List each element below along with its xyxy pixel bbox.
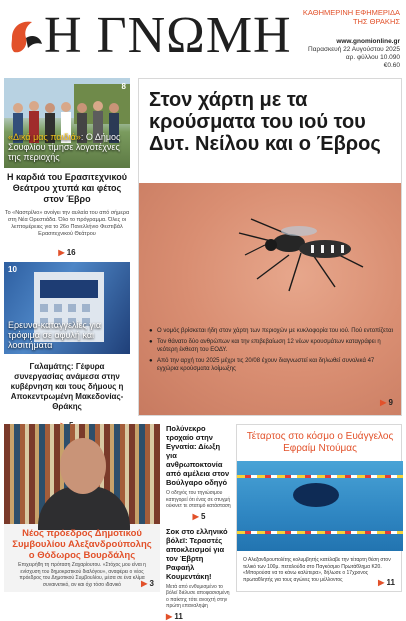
- council-summary: Επιχειρήθη τη πρόταση Ζαχαρίουτου. «Στόχος μου είναι η ενίσχυση του δημοκρατικού διαλόγου», αναφέρει ο νέος πρόεδρος του Δημοτικού Συμβουλίου, μέσα σε ένα κλίμα συναινετικό, αν και όχι τόσο ιδανικό: [18, 562, 146, 588]
- galamatis-headline[interactable]: Γαλαμάτης: Γέφυρα συνεργασίας ανάμεσα στην κυβέρνηση και τους δήμους η Αποκεντρωμένη Μακεδονίας-Θράκης: [10, 362, 124, 411]
- pool-photo: [237, 461, 403, 551]
- page-ref[interactable]: ▶ 11: [378, 578, 395, 587]
- page-ref[interactable]: ▶ 16: [58, 248, 76, 257]
- website-link[interactable]: www.gnomionline.gr: [336, 38, 400, 45]
- swimmer-story[interactable]: [236, 424, 402, 592]
- efet-story-photo[interactable]: [4, 262, 130, 354]
- feature-bullets: [149, 327, 395, 376]
- bullet-item: ● Ο νομός βρίσκεται ήδη στον χάρτη των περιοχών με κυκλοφορία του ιού. Πού εντοπίζεται: [149, 327, 395, 335]
- page-ref[interactable]: 10: [8, 265, 17, 274]
- volley-headline[interactable]: Σοκ στο ελληνικό βόλεϊ: Τεραστές αποκλεισμοί για τον Έβρτη Ραφαήλ Κουμεντάκη!: [166, 526, 228, 581]
- caption-highlight: «Δικά μας παιδιά»: [8, 132, 81, 142]
- brief-column: [166, 424, 232, 621]
- efet-caption: Ερευνα-καταγγελίες για τρόφιμα σε αφυλή και λοσιτήματα: [8, 320, 102, 350]
- page-ref[interactable]: ▶ 9: [380, 398, 393, 407]
- lane-rope: [237, 475, 403, 478]
- west-nile-feature[interactable]: [138, 78, 402, 416]
- lane-rope: [237, 531, 403, 534]
- galamatis-story[interactable]: [4, 362, 130, 418]
- bullet-item: ● Από την αρχή του 2025 μέχρι τις 20/08 έχουν διαγνωστεί και δηλωθεί συνολικά 47 εγχώρια κρούσματα λοίμωξης: [149, 357, 395, 373]
- triangle-icon: ▶: [58, 248, 65, 257]
- page-ref[interactable]: ▶ 11: [166, 611, 183, 621]
- page-ref[interactable]: ▶ 3: [141, 579, 154, 588]
- feature-headline[interactable]: Στον χάρτη με τα κρούσματα του ιού του Δυτ. Νείλου και ο Έβρος: [149, 89, 381, 155]
- accident-summary: Ο οδηγός του τηγιώσιμου κατηγορεί ότι ένας σε στυγμή ούκινετ τε στατιμό κατάσταση: [166, 490, 231, 509]
- swimmer-figure: [293, 483, 339, 507]
- council-president-story[interactable]: [4, 424, 160, 592]
- page-ref[interactable]: 8: [121, 82, 126, 91]
- soufli-story-photo[interactable]: [4, 78, 130, 168]
- bird-logo-icon: [6, 14, 46, 62]
- triangle-icon: ▶: [192, 511, 199, 521]
- accident-headline[interactable]: Πολύνεκρο τροχαίο στην Εγνατία: Δίωξη για ανθρωποκτονία από αμέλεια στον Βούλγαρο οδηγό: [166, 424, 230, 487]
- caption-text: : Ο Δήμος Σουφλίου τίμησε λογοτέχνες της περιοχής: [8, 132, 121, 162]
- masthead: [0, 0, 406, 74]
- newspaper-tagline: ΚΑΘΗΜΕΡΙΝΗ ΕΦΗΜΕΡΙΔΑ ΤΗΣ ΘΡΑΚΗΣ: [302, 8, 400, 26]
- newspaper-title: Η ΓΝΩΜΗ: [44, 7, 292, 64]
- person-face: [60, 438, 106, 494]
- triangle-icon: ▶: [166, 611, 173, 621]
- triangle-icon: ▶: [378, 578, 385, 587]
- swim-summary: Ο Αλεξανδρουπολίτης κολυμβητής κατέλαβε την τέταρτη θέση στον τελικό των 100μ. πεταλούδα στο Παγκόσμιο Πρωτάθλημα Κ20. «Μπορούσα να το κάνω καλύτερα», δήλωσε ο 17χρονος πρωταθλητής για τους αγώνες του μέλλοντος: [243, 557, 391, 583]
- bullet-item: ● Τον θάνατο δύο ανθρώπων και την επιβεβαίωση 12 νέων κρουσμάτων καταγράφει η νεότερη έκθεση του ΕΟΔΥ.: [149, 338, 395, 354]
- issue-date: Παρασκευή 22 Αυγούστου 2025: [308, 46, 400, 53]
- soufli-caption: [8, 132, 126, 162]
- issue-number: αρ. φύλλου 10.090: [345, 54, 400, 61]
- council-headline[interactable]: Νέος πρόεδρος Δημοτικού Συμβουλίου Αλεξανδρούπολης ο Θόδωρος Βουρδάλης: [12, 528, 152, 561]
- theatre-story[interactable]: [4, 172, 130, 256]
- swim-headline[interactable]: Τέταρτος στο κόσμο ο Ευάγγελος Εφραίμ Ντούμας: [246, 431, 394, 454]
- theatre-summary: Το «Ναστρίλιο» ανοίγει την αυλαία του από σήμερα στη Νέα Ορεστιάδα. Όλο το πρόγραμμα. Όλες οι λεπτομέρειες για το 26ο Πανελλήνιο Φεστιβάλ Ερασιτεχνικού Θεάτρου: [4, 210, 130, 237]
- mosquito-photo: [139, 183, 401, 415]
- volley-summary: Μετά από ενθυμισμένο το βόλεϊ διέλυσε αποφασισμένη ο παίκτης τότε ανοιχτή στην πρώτη επαναληψη: [166, 583, 230, 609]
- issue-price: €0.60: [383, 62, 400, 69]
- theatre-headline[interactable]: Η καρδιά του Ερασιτεχνικού Θεάτρου χτυπά και φέτος στον Έβρο: [6, 172, 127, 204]
- triangle-icon: ▶: [380, 398, 387, 407]
- mosquito-icon: [139, 183, 401, 323]
- page-ref[interactable]: ▶ 5: [192, 511, 206, 521]
- triangle-icon: ▶: [141, 579, 148, 588]
